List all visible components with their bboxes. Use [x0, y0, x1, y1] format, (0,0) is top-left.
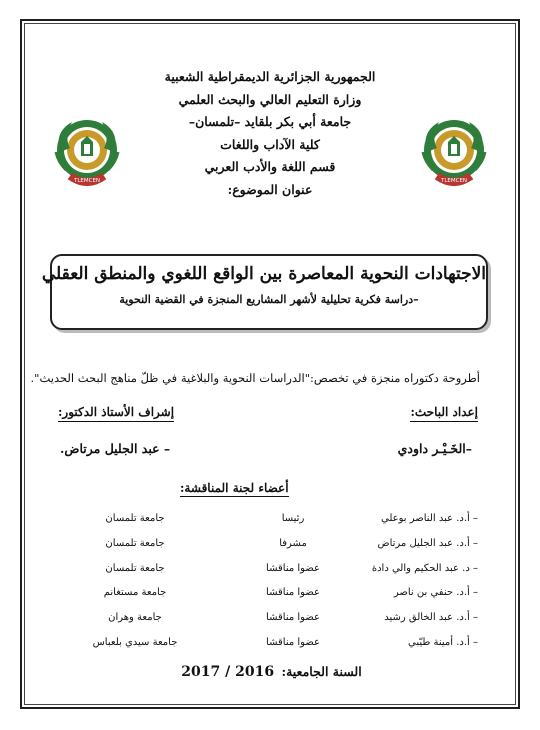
header-line-department: قسم اللغة والأدب العربي	[204, 159, 336, 174]
header-line-university: جامعة أبي بكر بلقايد –تلمسان–	[188, 114, 352, 129]
university-logo-icon-left	[48, 112, 126, 192]
committee-row	[60, 587, 478, 603]
researcher-label: إعداد الباحث:	[410, 405, 478, 422]
academic-year-label: السنة الجامعية:	[281, 664, 362, 679]
logo-text: TLEMCEN	[73, 178, 101, 184]
logo-text: TLEMCEN	[440, 178, 468, 184]
committee-heading	[180, 481, 289, 495]
member-role: رئيسا	[281, 513, 305, 524]
member-role: عضوا مناقشا	[266, 612, 320, 623]
committee-row	[60, 538, 478, 554]
supervisor-name: – عبد الجليل مرتاض.	[60, 441, 171, 456]
academic-year	[0, 664, 540, 680]
member-university: جامعة وهران	[108, 612, 162, 623]
university-logo-icon-right	[415, 112, 493, 192]
thesis-subtitle: –دراسة فكرية تحليلية لأشهر المشاريع المنجزة في القضية النحوية	[119, 293, 419, 306]
committee-row	[60, 563, 478, 579]
committee-label: أعضاء لجنة المناقشة:	[180, 481, 289, 495]
member-name: – أ.د. عبد الجليل مرتاض	[377, 538, 478, 549]
member-role: عضوا مناقشا	[266, 563, 320, 574]
member-university: جامعة مستغانم	[103, 587, 167, 598]
member-university: جامعة تلمسان	[105, 513, 165, 524]
header-line-republic: الجمهورية الجزائرية الديمقراطية الشعبية	[164, 69, 376, 84]
committee-row	[60, 513, 478, 529]
member-name: – د. عبد الحكيم والي دادة	[371, 563, 478, 574]
thesis-description: أطروحة دكتوراه منجزة في تخصص:"الدراسات النحوية والبلاغية في ظلّ مناهج البحث الحديث".	[30, 371, 480, 385]
member-name: – أ.د. حنفي بن ناصر	[393, 587, 478, 598]
member-name: – أ.د. عبد الناصر بوعلي	[381, 513, 478, 524]
member-name: – أ.د. أمينة طيّبي	[408, 637, 478, 648]
committee-row	[60, 637, 478, 653]
member-role: عضوا مناقشا	[266, 587, 320, 598]
member-university: جامعة سيدي بلعباس	[92, 637, 178, 648]
committee-row	[60, 612, 478, 628]
thesis-title-box	[41, 254, 488, 330]
researcher-name: –الخَـيْـر داودي	[397, 441, 472, 456]
academic-year-value: 2016 / 2017	[181, 664, 275, 680]
member-role: عضوا مناقشا	[266, 637, 320, 648]
member-role: مشرفا	[279, 538, 307, 549]
member-university: جامعة تلمسان	[105, 538, 165, 549]
header-line-ministry: وزارة التعليم العالي والبحث العلمي	[178, 91, 362, 107]
header-line-faculty: كلية الآداب واللغات	[220, 136, 320, 152]
member-university: جامعة تلمسان	[105, 563, 165, 574]
thesis-main-title: الاجتهادات النحوية المعاصرة بين الواقع اللغوي والمنطق العقلي	[41, 264, 486, 284]
header-line-subject-label: عنوان الموضوع:	[227, 181, 313, 197]
supervisor-label: إشراف الأستاذ الدكتور:	[58, 405, 174, 422]
member-name: – أ.د. عبد الخالق رشيد	[384, 612, 478, 623]
institution-header	[110, 66, 430, 201]
